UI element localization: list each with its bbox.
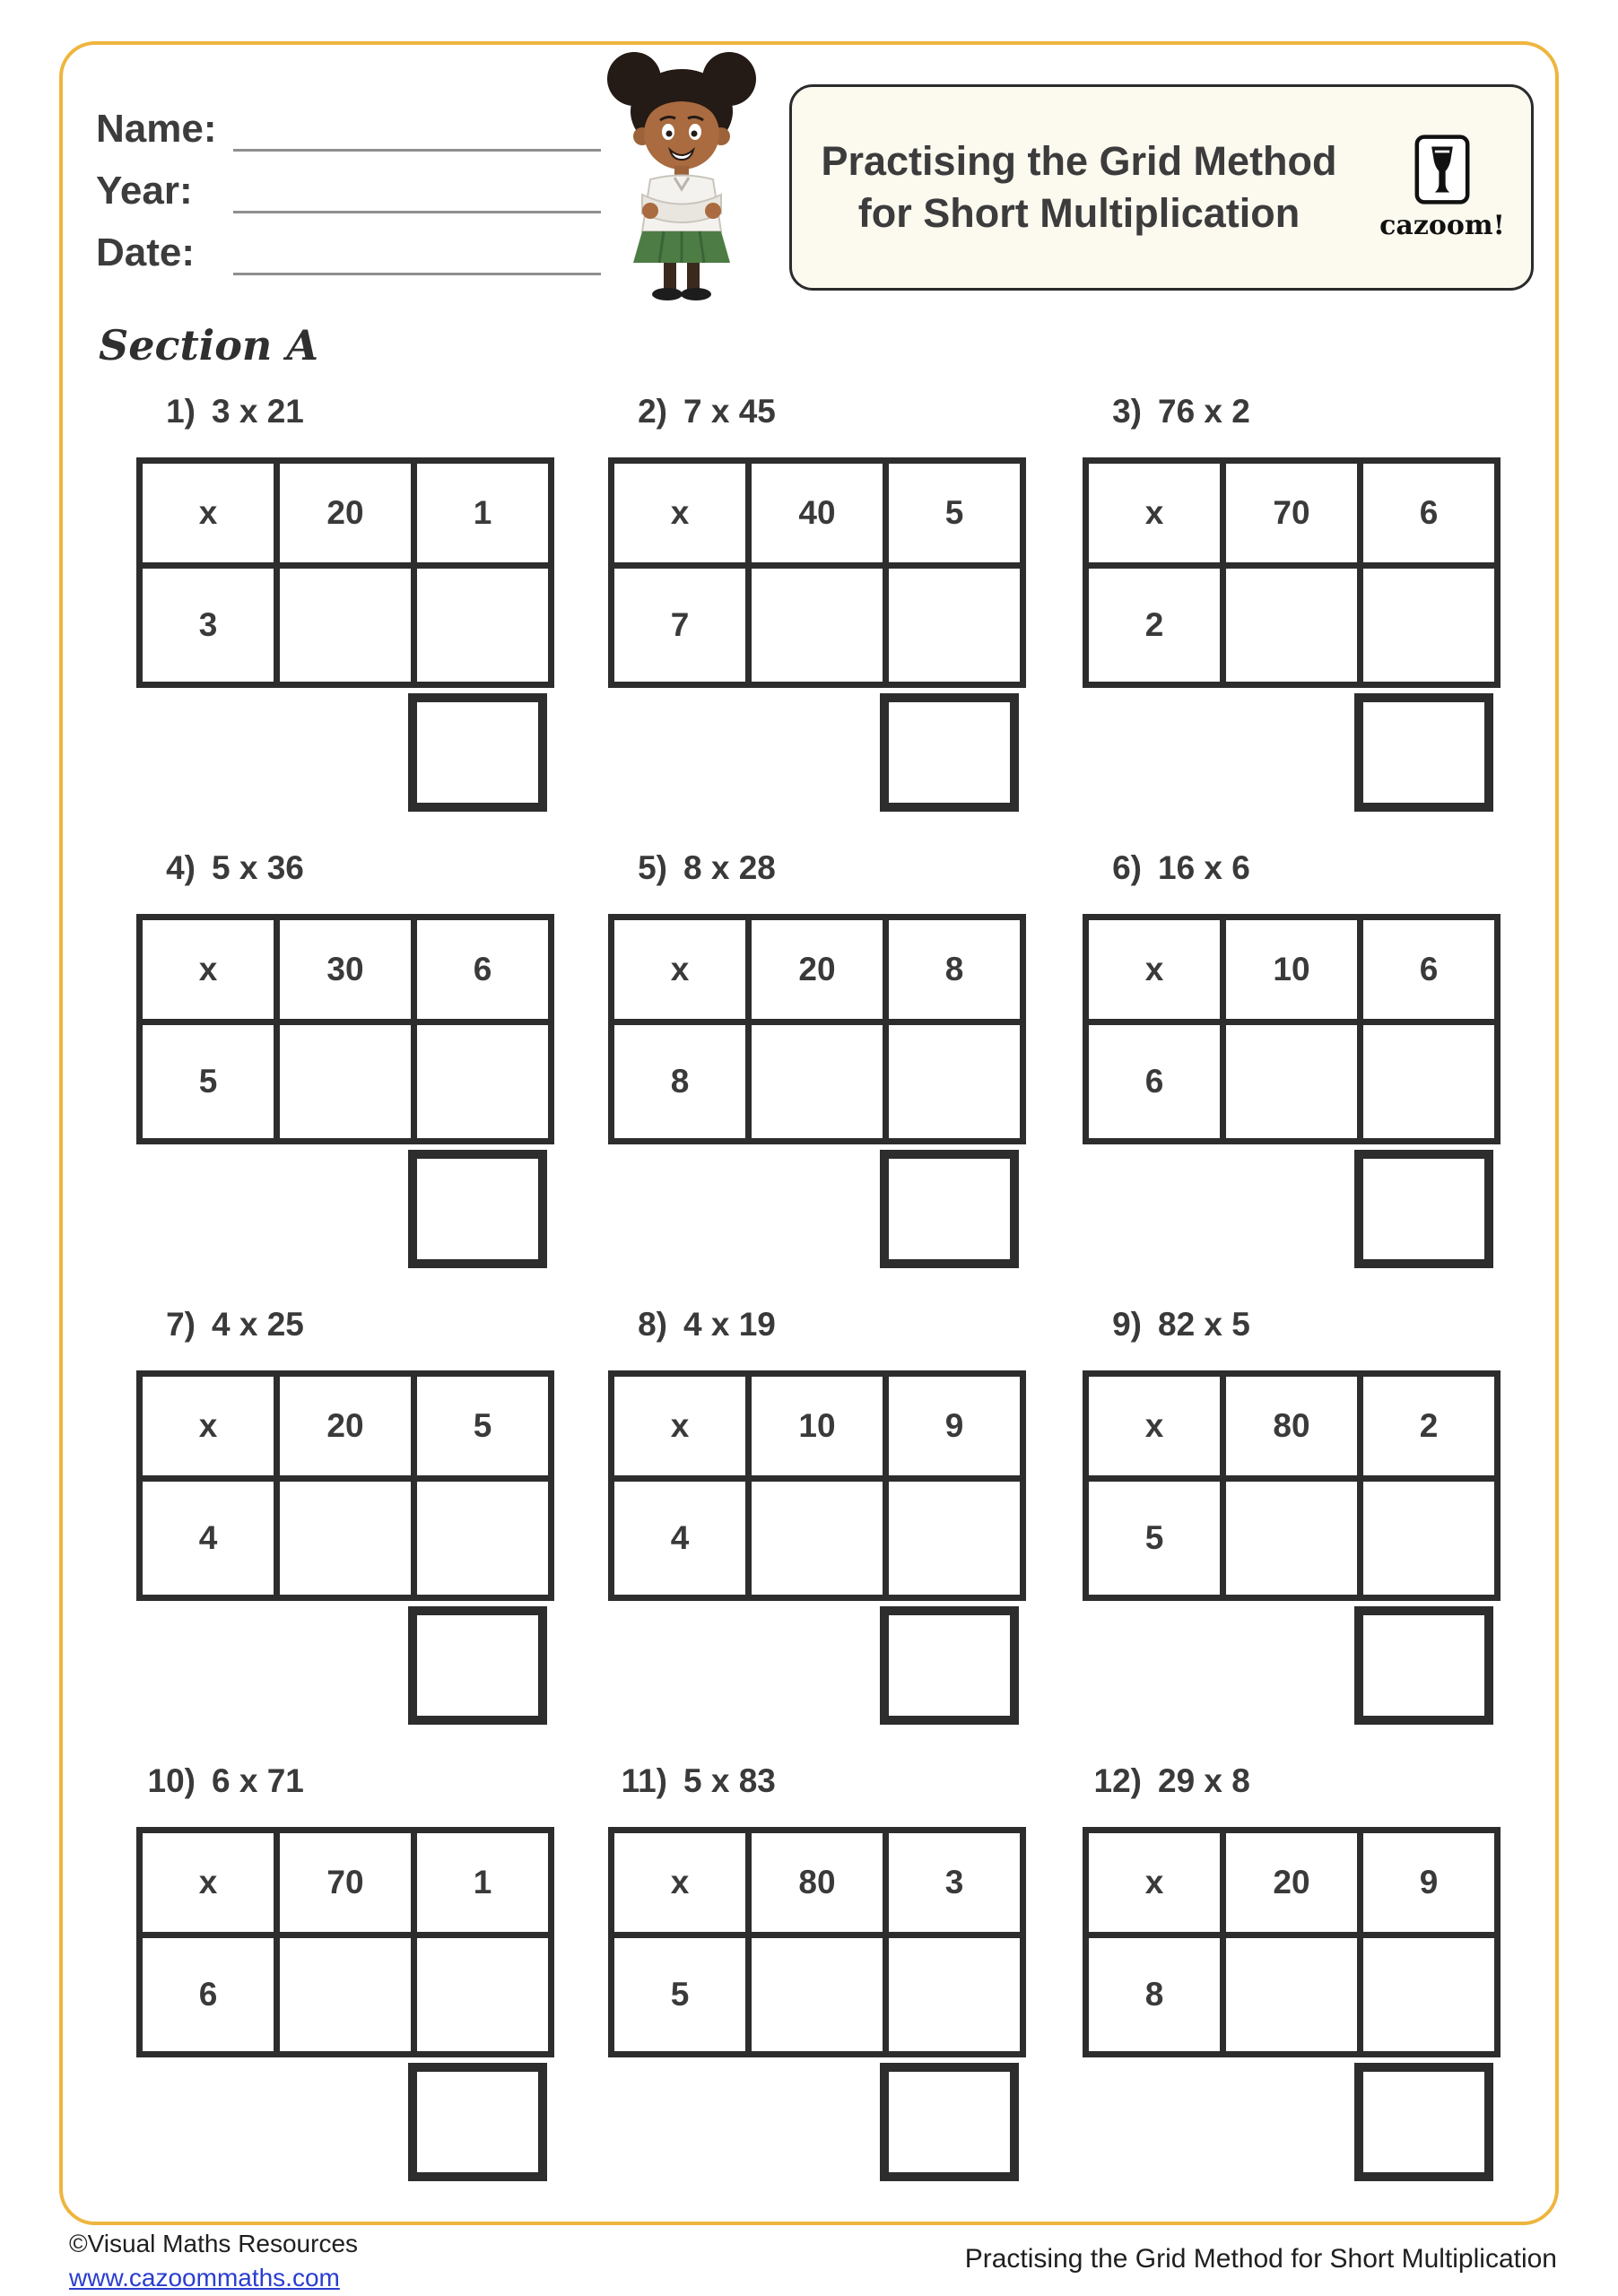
problem-number: 10) <box>147 1762 196 1799</box>
grid-multiplier-cell: 5 <box>612 1935 749 2055</box>
problem-number: 12) <box>1093 1762 1142 1799</box>
grid-tens-cell: 10 <box>1223 918 1361 1022</box>
problem-label <box>1083 849 1513 891</box>
problem-number: 2) <box>638 393 667 430</box>
grid-op-cell: x <box>612 461 749 566</box>
date-line <box>233 230 601 275</box>
final-answer-box <box>408 2063 547 2181</box>
problem-label <box>136 1762 567 1804</box>
footer-worksheet-title: Practising the Grid Method for Short Multiplication <box>964 2244 1557 2274</box>
name-line <box>233 106 601 152</box>
grid-tens-cell: 70 <box>1223 461 1361 566</box>
problem-number: 9) <box>1112 1306 1142 1343</box>
problem-label <box>608 393 1039 434</box>
year-row <box>96 162 601 213</box>
grid-multiplier-cell: 5 <box>1086 1479 1223 1598</box>
problem-number: 11) <box>621 1762 667 1799</box>
problem-number: 5) <box>638 849 667 886</box>
problem-4 <box>136 849 567 1268</box>
grid-multiplier-cell: 7 <box>612 566 749 685</box>
problem-label <box>608 1306 1039 1347</box>
problem-label <box>608 1762 1039 1804</box>
problem-number: 7) <box>166 1306 196 1343</box>
grid-tens-cell: 30 <box>277 918 414 1022</box>
grid-op-cell: x <box>612 1831 749 1935</box>
grid-ones-cell: 8 <box>886 918 1023 1022</box>
grid-op-cell: x <box>140 461 277 566</box>
problem-2 <box>608 393 1039 812</box>
grid-blank-ones-cell <box>1361 1935 1498 2055</box>
grid-blank-ones-cell <box>1361 566 1498 685</box>
date-row <box>96 224 601 275</box>
problem-label <box>136 1306 567 1347</box>
final-answer-box <box>880 693 1019 812</box>
grid-ones-cell: 6 <box>414 918 552 1022</box>
grid-blank-tens-cell <box>749 1935 886 2055</box>
grid-blank-ones-cell <box>414 1022 552 1142</box>
multiplication-grid <box>1083 914 1501 1144</box>
grid-blank-ones-cell <box>414 1479 552 1598</box>
grid-blank-tens-cell <box>277 1022 414 1142</box>
grid-tens-cell: 20 <box>1223 1831 1361 1935</box>
grid-ones-cell: 9 <box>886 1374 1023 1479</box>
grid-tens-cell: 20 <box>277 461 414 566</box>
problem-number: 1) <box>166 393 196 430</box>
grid-ones-cell: 1 <box>414 1831 552 1935</box>
name-row <box>96 100 601 152</box>
problem-5 <box>608 849 1039 1268</box>
girl-character-icon <box>587 47 776 302</box>
grid-op-cell: x <box>1086 1374 1223 1479</box>
grid-blank-tens-cell <box>1223 1935 1361 2055</box>
name-label: Name: <box>96 107 217 151</box>
header-fields <box>96 100 601 286</box>
footer-left <box>69 2230 358 2292</box>
grid-multiplier-cell: 2 <box>1086 566 1223 685</box>
multiplication-grid <box>608 457 1026 688</box>
grid-op-cell: x <box>140 918 277 1022</box>
grid-blank-ones-cell <box>1361 1479 1498 1598</box>
grid-blank-tens-cell <box>1223 1022 1361 1142</box>
grid-op-cell: x <box>1086 918 1223 1022</box>
problem-9 <box>1083 1306 1513 1725</box>
grid-tens-cell: 40 <box>749 461 886 566</box>
grid-ones-cell: 2 <box>1361 1374 1498 1479</box>
grid-tens-cell: 10 <box>749 1374 886 1479</box>
grid-op-cell: x <box>140 1831 277 1935</box>
cazoom-logo-icon <box>1414 134 1471 205</box>
problem-7 <box>136 1306 567 1725</box>
grid-blank-tens-cell <box>277 566 414 685</box>
problem-expression: 5 x 83 <box>683 1762 776 1799</box>
final-answer-box <box>408 1606 547 1725</box>
problem-expression: 29 x 8 <box>1158 1762 1250 1799</box>
problem-expression: 5 x 36 <box>212 849 304 886</box>
grid-ones-cell: 6 <box>1361 461 1498 566</box>
grid-tens-cell: 70 <box>277 1831 414 1935</box>
grid-multiplier-cell: 4 <box>612 1479 749 1598</box>
grid-multiplier-cell: 8 <box>1086 1935 1223 2055</box>
title-line-1: Practising the Grid Method <box>821 137 1337 184</box>
grid-blank-ones-cell <box>414 1935 552 2055</box>
year-line <box>233 168 601 213</box>
grid-blank-ones-cell <box>886 566 1023 685</box>
problem-12 <box>1083 1762 1513 2181</box>
problem-label <box>1083 1762 1513 1804</box>
grid-op-cell: x <box>612 1374 749 1479</box>
title-line-2: for Short Multiplication <box>857 190 1300 236</box>
grid-blank-ones-cell <box>886 1479 1023 1598</box>
problem-number: 3) <box>1112 393 1142 430</box>
problem-expression: 76 x 2 <box>1158 393 1250 430</box>
problem-expression: 4 x 19 <box>683 1306 776 1343</box>
grid-multiplier-cell: 6 <box>1086 1022 1223 1142</box>
grid-multiplier-cell: 6 <box>140 1935 277 2055</box>
worksheet-title-box <box>789 84 1534 291</box>
final-answer-box <box>1354 1150 1493 1268</box>
grid-blank-ones-cell <box>1361 1022 1498 1142</box>
worksheet-title <box>792 135 1366 240</box>
grid-tens-cell: 20 <box>749 918 886 1022</box>
multiplication-grid <box>1083 457 1501 688</box>
year-label: Year: <box>96 169 193 213</box>
grid-blank-tens-cell <box>1223 566 1361 685</box>
grid-ones-cell: 6 <box>1361 918 1498 1022</box>
grid-tens-cell: 20 <box>277 1374 414 1479</box>
grid-tens-cell: 80 <box>1223 1374 1361 1479</box>
section-a-heading: Section A <box>99 321 319 370</box>
grid-op-cell: x <box>612 918 749 1022</box>
copyright-text: ©Visual Maths Resources <box>69 2230 359 2257</box>
grid-op-cell: x <box>1086 1831 1223 1935</box>
problem-3 <box>1083 393 1513 812</box>
problem-expression: 4 x 25 <box>212 1306 304 1343</box>
problem-11 <box>608 1762 1039 2181</box>
grid-tens-cell: 80 <box>749 1831 886 1935</box>
grid-blank-tens-cell <box>749 566 886 685</box>
multiplication-grid <box>136 1827 554 2057</box>
grid-multiplier-cell: 3 <box>140 566 277 685</box>
grid-blank-tens-cell <box>749 1479 886 1598</box>
grid-ones-cell: 1 <box>414 461 552 566</box>
multiplication-grid <box>136 457 554 688</box>
grid-blank-ones-cell <box>414 566 552 685</box>
problem-expression: 3 x 21 <box>212 393 304 430</box>
grid-blank-tens-cell <box>277 1935 414 2055</box>
multiplication-grid <box>136 914 554 1144</box>
multiplication-grid <box>136 1370 554 1601</box>
problem-label <box>608 849 1039 891</box>
grid-blank-ones-cell <box>886 1935 1023 2055</box>
cazoom-logo <box>1366 134 1531 241</box>
problem-number: 4) <box>166 849 196 886</box>
multiplication-grid <box>1083 1370 1501 1601</box>
grid-ones-cell: 5 <box>414 1374 552 1479</box>
problem-expression: 8 x 28 <box>683 849 776 886</box>
final-answer-box <box>408 693 547 812</box>
problem-label <box>1083 1306 1513 1347</box>
final-answer-box <box>408 1150 547 1268</box>
multiplication-grid <box>608 914 1026 1144</box>
final-answer-box <box>880 1606 1019 1725</box>
grid-multiplier-cell: 4 <box>140 1479 277 1598</box>
problem-1 <box>136 393 567 812</box>
problem-10 <box>136 1762 567 2181</box>
multiplication-grid <box>608 1370 1026 1601</box>
problem-label <box>136 849 567 891</box>
final-answer-box <box>1354 1606 1493 1725</box>
problem-number: 8) <box>638 1306 667 1343</box>
grid-blank-ones-cell <box>886 1022 1023 1142</box>
grid-blank-tens-cell <box>749 1022 886 1142</box>
grid-blank-tens-cell <box>1223 1479 1361 1598</box>
grid-ones-cell: 5 <box>886 461 1023 566</box>
multiplication-grid <box>608 1827 1026 2057</box>
final-answer-box <box>880 2063 1019 2181</box>
problem-label <box>136 393 567 434</box>
problem-expression: 7 x 45 <box>683 393 776 430</box>
grid-multiplier-cell: 8 <box>612 1022 749 1142</box>
problem-label <box>1083 393 1513 434</box>
problem-expression: 16 x 6 <box>1158 849 1250 886</box>
grid-op-cell: x <box>1086 461 1223 566</box>
grid-ones-cell: 3 <box>886 1831 1023 1935</box>
grid-blank-tens-cell <box>277 1479 414 1598</box>
multiplication-grid <box>1083 1827 1501 2057</box>
problem-8 <box>608 1306 1039 1725</box>
cazoom-logo-text: cazoom! <box>1379 210 1505 241</box>
problem-6 <box>1083 849 1513 1268</box>
grid-multiplier-cell: 5 <box>140 1022 277 1142</box>
problem-expression: 82 x 5 <box>1158 1306 1250 1343</box>
student-character-illustration <box>587 47 776 307</box>
problem-expression: 6 x 71 <box>212 1762 304 1799</box>
final-answer-box <box>880 1150 1019 1268</box>
final-answer-box <box>1354 2063 1493 2181</box>
problem-number: 6) <box>1112 849 1142 886</box>
cazoom-website-link[interactable]: www.cazoommaths.com <box>69 2264 340 2292</box>
grid-op-cell: x <box>140 1374 277 1479</box>
date-label: Date: <box>96 230 196 274</box>
grid-ones-cell: 9 <box>1361 1831 1498 1935</box>
final-answer-box <box>1354 693 1493 812</box>
